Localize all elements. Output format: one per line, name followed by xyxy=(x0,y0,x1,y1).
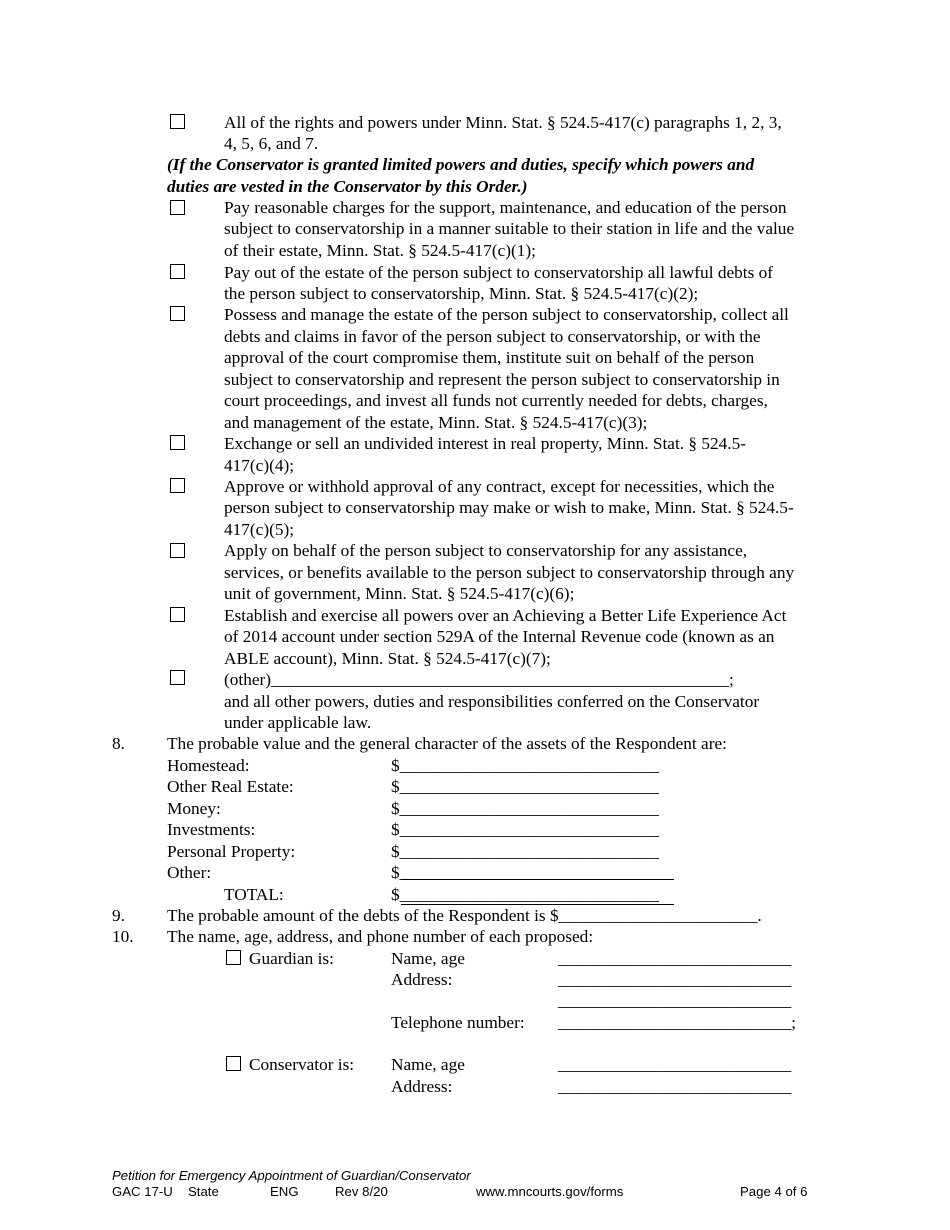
conservator-name-age-label: Name, age xyxy=(391,1055,465,1074)
footer-page-number: Page 4 of 6 xyxy=(740,1184,808,1199)
guardian-address-blank-1[interactable]: ___________________________ xyxy=(558,970,792,989)
conservator-label: Conservator is: xyxy=(249,1055,355,1074)
guardian-telephone-label: Telephone number: xyxy=(391,1013,525,1032)
conservator-address-label: Address: xyxy=(391,1077,453,1096)
guardian-address-blank-2[interactable]: ___________________________ xyxy=(558,991,792,1010)
asset-label-personal-property: Personal Property: xyxy=(167,842,296,861)
power-3-line-2: debts and claims in favor of the person subject to conservatorship, or with the xyxy=(224,327,761,346)
power-3-line-6: and management of the estate, Minn. Stat. § 524.5-417(c)(3); xyxy=(224,413,648,432)
asset-label-other: Other: xyxy=(167,863,212,882)
power-2-line-2: the person subject to conservatorship, Minn. Stat. § 524.5-417(c)(2); xyxy=(224,284,699,303)
item-8-number: 8. xyxy=(112,734,125,753)
guardian-address-label: Address: xyxy=(391,970,453,989)
conservator-address-blank[interactable]: ___________________________ xyxy=(558,1077,792,1096)
power-3-checkbox[interactable] xyxy=(170,306,185,321)
item-9-text[interactable]: The probable amount of the debts of the Respondent is $_______________________. xyxy=(167,906,762,925)
power-5-line-1: Approve or withhold approval of any contract, except for necessities, which the xyxy=(224,477,775,496)
guardian-telephone-blank[interactable]: ___________________________; xyxy=(558,1013,797,1032)
all-powers-checkbox[interactable] xyxy=(170,114,185,129)
asset-label-other-real-estate: Other Real Estate: xyxy=(167,777,294,796)
power-5-line-3: 417(c)(5); xyxy=(224,520,295,539)
total-top-rule xyxy=(401,879,674,880)
power-7-checkbox[interactable] xyxy=(170,607,185,622)
asset-label-money: Money: xyxy=(167,799,221,818)
power-7-line-1: Establish and exercise all powers over an Achieving a Better Life Experience Act xyxy=(224,606,787,625)
asset-blank-homestead[interactable]: $______________________________ xyxy=(391,756,659,775)
power-other-line-1[interactable]: (other)_____________________________________________________; xyxy=(224,670,734,689)
power-3-line-4: subject to conservatorship and represent the person subject to conservatorship in xyxy=(224,370,780,389)
footer-language: ENG xyxy=(270,1184,299,1199)
item-9-number: 9. xyxy=(112,906,125,925)
footer-form-title: Petition for Emergency Appointment of Guardian/Conservator xyxy=(112,1168,471,1183)
guardian-name-age-blank[interactable]: ___________________________ xyxy=(558,949,792,968)
power-7-line-2: of 2014 account under section 529A of the Internal Revenue code (known as an xyxy=(224,627,775,646)
power-1-line-1: Pay reasonable charges for the support, maintenance, and education of the person xyxy=(224,198,787,217)
asset-label-total: TOTAL: xyxy=(224,885,284,904)
power-1-line-3: of their estate, Minn. Stat. § 524.5-417(c)(1); xyxy=(224,241,536,260)
power-6-line-3: unit of government, Minn. Stat. § 524.5-417(c)(6); xyxy=(224,584,575,603)
asset-label-investments: Investments: xyxy=(167,820,256,839)
guardian-label: Guardian is: xyxy=(249,949,334,968)
power-1-line-2: subject to conservatorship in a manner suitable to their station in life and the value xyxy=(224,219,795,238)
power-2-line-1: Pay out of the estate of the person subject to conservatorship all lawful debts of xyxy=(224,263,774,282)
all-powers-text-line-2: 4, 5, 6, and 7. xyxy=(224,134,319,153)
all-powers-text-line-1: All of the rights and powers under Minn. Stat. § 524.5-417(c) paragraphs 1, 2, 3, xyxy=(224,113,782,132)
power-other-line-3: under applicable law. xyxy=(224,713,372,732)
power-5-checkbox[interactable] xyxy=(170,478,185,493)
footer-url[interactable]: www.mncourts.gov/forms xyxy=(476,1184,624,1199)
conservator-checkbox[interactable] xyxy=(226,1056,241,1071)
asset-blank-other[interactable]: $______________________________ xyxy=(391,863,659,882)
footer-revision: Rev 8/20 xyxy=(335,1184,388,1199)
power-5-line-2: person subject to conservatorship may make or wish to make, Minn. Stat. § 524.5- xyxy=(224,498,794,517)
power-4-line-1: Exchange or sell an undivided interest in real property, Minn. Stat. § 524.5- xyxy=(224,434,746,453)
power-1-checkbox[interactable] xyxy=(170,200,185,215)
asset-blank-personal-property[interactable]: $______________________________ xyxy=(391,842,659,861)
power-3-line-3: approval of the court compromise them, institute suit on behalf of the person xyxy=(224,348,755,367)
power-3-line-1: Possess and manage the estate of the person subject to conservatorship, collect all xyxy=(224,305,789,324)
power-other-checkbox[interactable] xyxy=(170,670,185,685)
power-6-line-2: services, or benefits available to the person subject to conservatorship through any xyxy=(224,563,795,582)
asset-blank-total[interactable]: $______________________________ xyxy=(391,885,659,904)
asset-blank-money[interactable]: $______________________________ xyxy=(391,799,659,818)
power-6-line-1: Apply on behalf of the person subject to conservatorship for any assistance, xyxy=(224,541,748,560)
power-7-line-3: ABLE account), Minn. Stat. § 524.5-417(c)(7); xyxy=(224,649,551,668)
item-10-text: The name, age, address, and phone number of each proposed: xyxy=(167,927,594,946)
asset-label-homestead: Homestead: xyxy=(167,756,250,775)
footer-form-id: GAC 17-U xyxy=(112,1184,173,1199)
guardian-name-age-label: Name, age xyxy=(391,949,465,968)
conservator-name-age-blank[interactable]: ___________________________ xyxy=(558,1055,792,1074)
limited-powers-note-line-1: (If the Conservator is granted limited powers and duties, specify which powers and xyxy=(167,155,755,174)
item-10-number: 10. xyxy=(112,927,134,946)
power-4-line-2: 417(c)(4); xyxy=(224,456,295,475)
power-4-checkbox[interactable] xyxy=(170,435,185,450)
asset-blank-other-real-estate[interactable]: $______________________________ xyxy=(391,777,659,796)
guardian-checkbox[interactable] xyxy=(226,950,241,965)
power-2-checkbox[interactable] xyxy=(170,264,185,279)
power-3-line-5: court proceedings, and invest all funds not currently needed for debts, charges, xyxy=(224,391,768,410)
power-6-checkbox[interactable] xyxy=(170,543,185,558)
item-8-text: The probable value and the general character of the assets of the Respondent are: xyxy=(167,734,727,753)
asset-blank-investments[interactable]: $______________________________ xyxy=(391,820,659,839)
power-other-line-2: and all other powers, duties and responsibilities conferred on the Conservator xyxy=(224,692,760,711)
footer-state: State xyxy=(188,1184,219,1199)
limited-powers-note-line-2: duties are vested in the Conservator by this Order.) xyxy=(167,177,528,196)
